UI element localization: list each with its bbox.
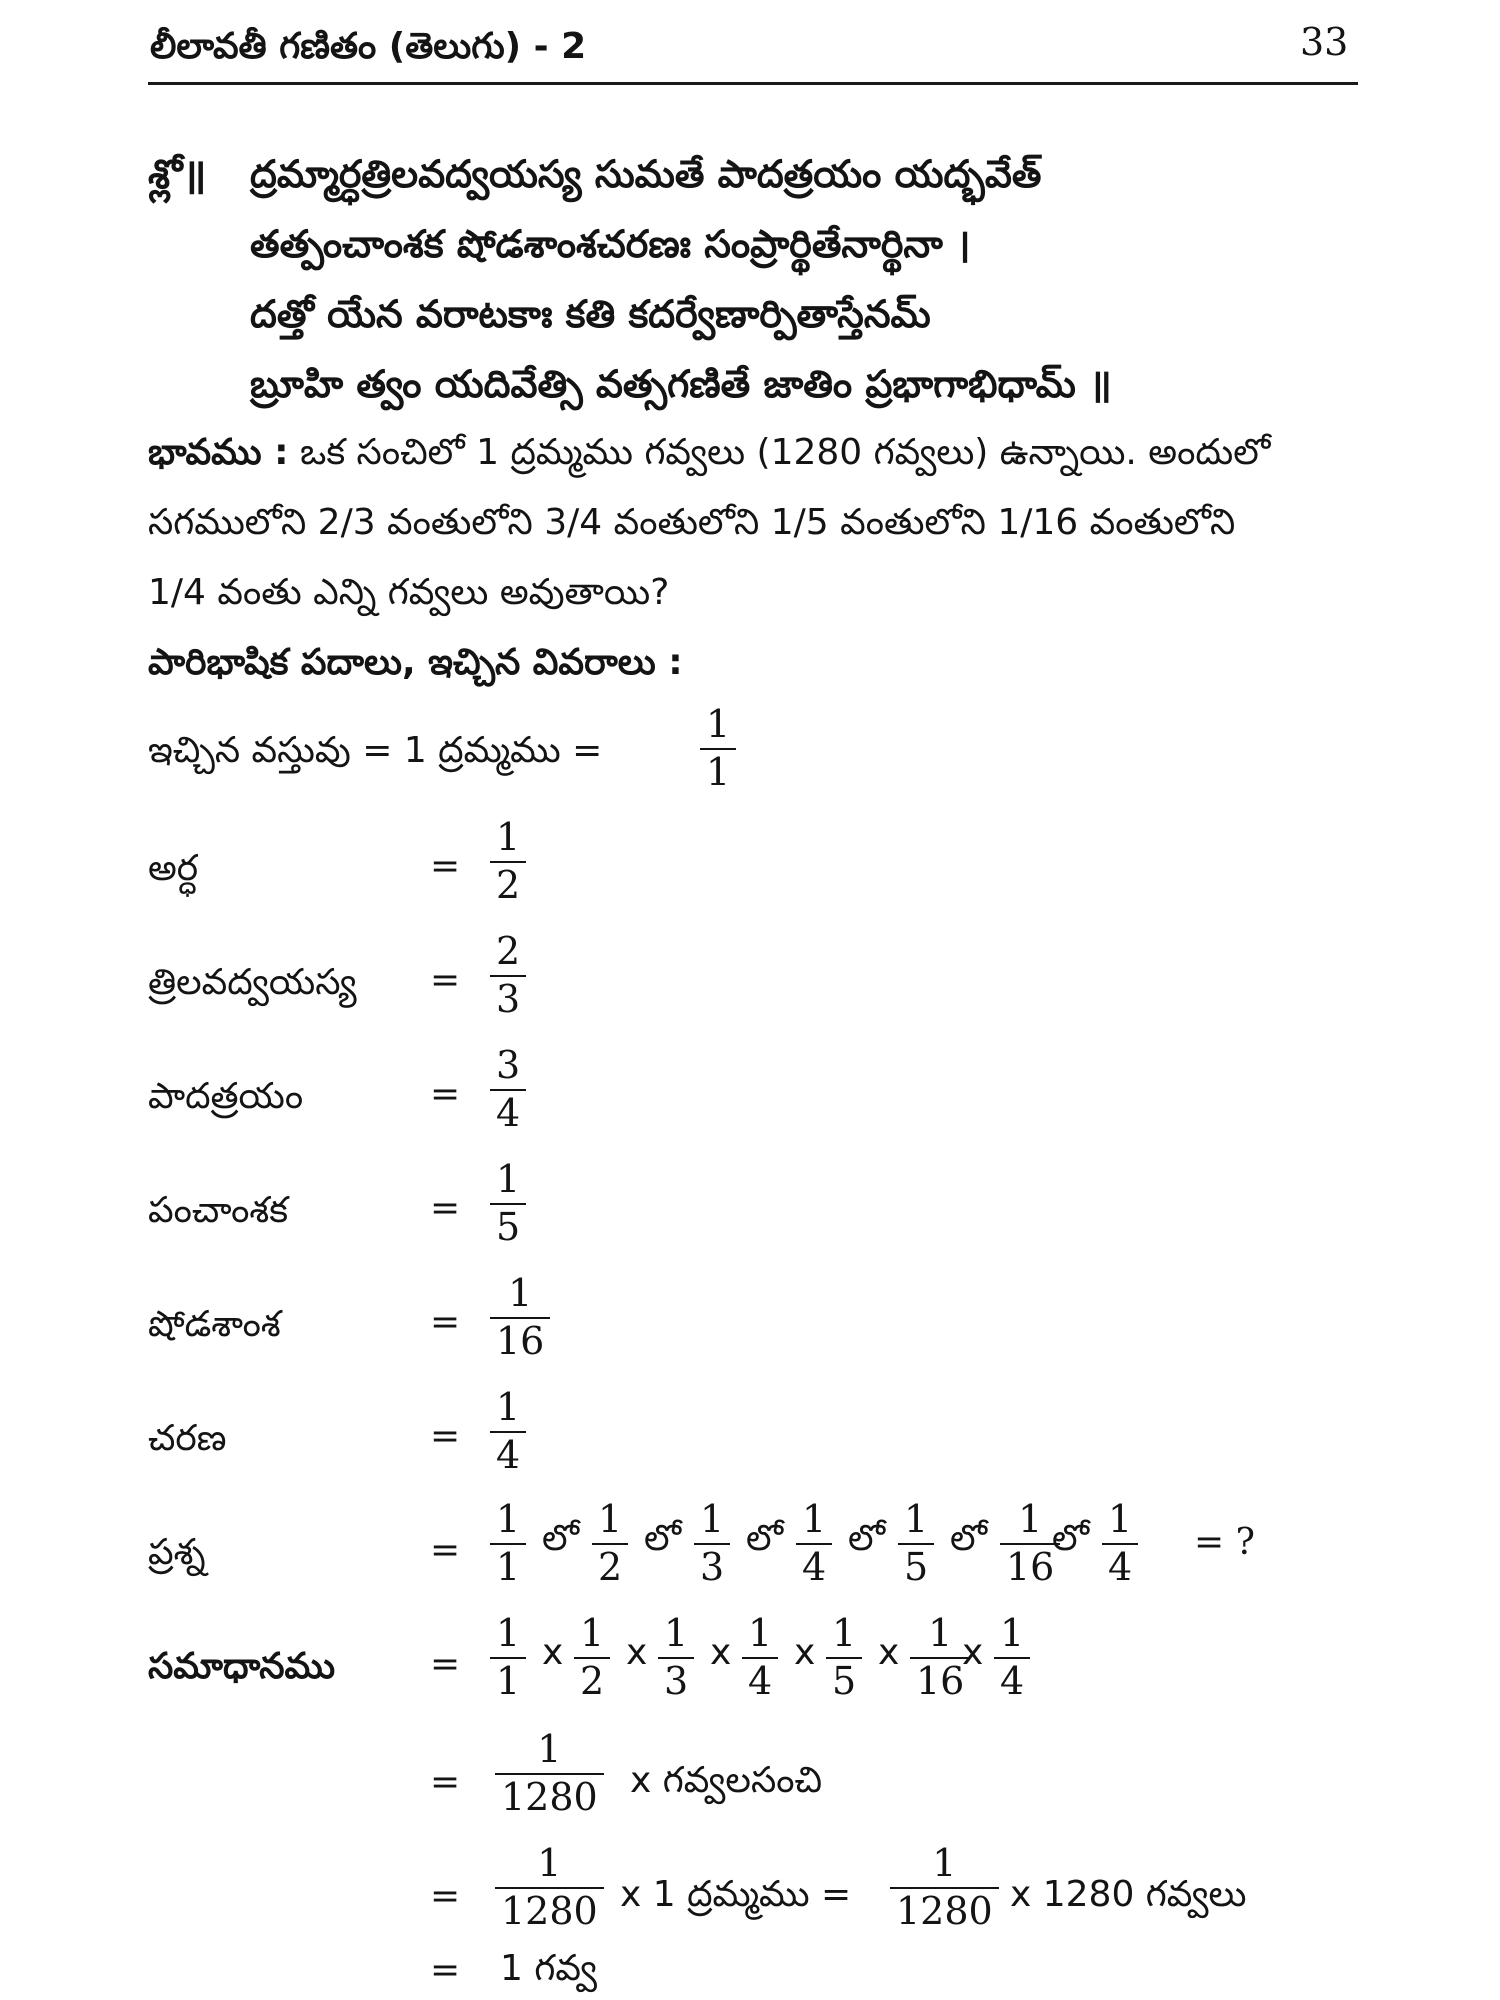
term-fraction bbox=[490, 1385, 526, 1477]
denominator: 4 bbox=[796, 1543, 832, 1588]
denominator: 4 bbox=[742, 1657, 778, 1702]
chain-fraction bbox=[658, 1611, 694, 1703]
denominator: 1280 bbox=[495, 1773, 604, 1818]
term-fraction bbox=[490, 815, 526, 907]
numerator: 1 bbox=[832, 1611, 857, 1655]
numerator: 1 bbox=[496, 1157, 521, 1201]
numerator: 1 bbox=[700, 1497, 725, 1541]
chain-fraction bbox=[994, 1611, 1030, 1703]
step2-text-b: x 1280 గవ్వలు bbox=[1010, 1874, 1247, 1915]
numerator: 2 bbox=[496, 929, 521, 973]
chain-joiner: x bbox=[626, 1632, 648, 1673]
shloka-marker: శ్లో॥ bbox=[148, 152, 207, 198]
chain-fraction bbox=[574, 1611, 610, 1703]
term-label: అర్ధ bbox=[148, 848, 199, 889]
numerator: 1 bbox=[932, 1841, 957, 1885]
numerator: 1 bbox=[748, 1611, 773, 1655]
term-label: పాదత్రయం bbox=[148, 1076, 304, 1117]
denominator: 3 bbox=[490, 975, 526, 1020]
verse-line: బ్రూహి త్వం యదివేత్సి వత్సగణితే జాతిం ప్రభాగాభిధామ్ ॥ bbox=[250, 362, 1112, 406]
numerator: 1 bbox=[537, 1841, 562, 1885]
bhavamu-text: ఒక సంచిలో 1 ద్రమ్మము గవ్వలు (1280 గవ్వలు) ఉన్నాయి. అందులో bbox=[300, 432, 1271, 473]
equals-sign: = bbox=[430, 846, 461, 887]
final-result: 1 గవ్వ bbox=[500, 1948, 598, 1989]
numerator: 1 bbox=[928, 1611, 953, 1655]
equals-sign: = bbox=[430, 1416, 461, 1457]
solution-label: సమాధానము bbox=[148, 1646, 336, 1687]
equals-sign: = bbox=[430, 1530, 461, 1571]
numerator: 1 bbox=[664, 1611, 689, 1655]
denominator: 3 bbox=[694, 1543, 730, 1588]
chain-joiner: లో bbox=[542, 1518, 580, 1559]
terms-heading: పారిభాషిక పదాలు, ఇచ్చిన వివరాలు : bbox=[148, 642, 683, 683]
denominator: 5 bbox=[490, 1203, 526, 1248]
chain-joiner: లో bbox=[848, 1518, 886, 1559]
numerator: 1 bbox=[1018, 1497, 1043, 1541]
equals-sign: = bbox=[430, 1302, 461, 1343]
numerator: 1 bbox=[496, 815, 521, 859]
denominator: 4 bbox=[490, 1089, 526, 1134]
chain-tail: = ? bbox=[1194, 1522, 1255, 1563]
chain-fraction bbox=[826, 1611, 862, 1703]
denominator: 5 bbox=[898, 1543, 934, 1588]
bhavamu-line: సగములోని 2/3 వంతులోని 3/4 వంతులోని 1/5 వంతులోని 1/16 వంతులోని bbox=[148, 502, 1236, 543]
chain-joiner: x bbox=[710, 1632, 732, 1673]
bhavamu-line bbox=[148, 432, 1270, 482]
term-label: త్రిలవద్వయస్య bbox=[148, 962, 357, 1003]
denominator: 16 bbox=[910, 1657, 970, 1702]
chain-fraction bbox=[490, 1611, 526, 1703]
numerator: 1 bbox=[496, 1611, 521, 1655]
term-fraction bbox=[490, 1271, 550, 1363]
numerator: 1 bbox=[508, 1271, 533, 1315]
denominator: 5 bbox=[826, 1657, 862, 1702]
equals-sign: = bbox=[430, 1950, 461, 1991]
step1-fraction bbox=[495, 1727, 604, 1819]
header-rule bbox=[148, 82, 1358, 85]
chain-joiner: x bbox=[878, 1632, 900, 1673]
denominator: 1280 bbox=[890, 1887, 999, 1932]
denominator: 3 bbox=[658, 1657, 694, 1702]
denominator: 1 bbox=[490, 1657, 526, 1702]
numerator: 1 bbox=[904, 1497, 929, 1541]
chain-joiner: లో bbox=[950, 1518, 988, 1559]
equals-sign: = bbox=[430, 1762, 461, 1803]
chain-fraction bbox=[1102, 1497, 1138, 1589]
step1-text: x గవ్వలసంచి bbox=[630, 1760, 823, 1801]
numerator: 1 bbox=[496, 1385, 521, 1429]
numerator: 1 bbox=[706, 702, 731, 746]
term-label: చరణ bbox=[148, 1418, 227, 1459]
chain-joiner: x bbox=[962, 1632, 984, 1673]
denominator: 2 bbox=[592, 1543, 628, 1588]
chain-joiner: లో bbox=[746, 1518, 784, 1559]
equals-sign: = bbox=[430, 1188, 461, 1229]
given-label: ఇచ్చిన వస్తువు = 1 ద్రమ్మము = bbox=[148, 730, 603, 771]
term-fraction bbox=[490, 929, 526, 1021]
numerator: 1 bbox=[1108, 1497, 1133, 1541]
denominator: 16 bbox=[1000, 1543, 1060, 1588]
numerator: 1 bbox=[802, 1497, 827, 1541]
denominator: 1 bbox=[700, 748, 736, 793]
given-fraction bbox=[700, 702, 736, 794]
chain-fraction bbox=[592, 1497, 628, 1589]
term-label: పంచాంశక bbox=[148, 1190, 289, 1231]
denominator: 2 bbox=[490, 861, 526, 906]
equals-sign: = bbox=[430, 960, 461, 1001]
running-header: లీలావతీ గణితం (తెలుగు) - 2 bbox=[150, 26, 587, 67]
denominator: 2 bbox=[574, 1657, 610, 1702]
question-label: ప్రశ్న bbox=[148, 1532, 206, 1573]
bhavamu-label: భావము : bbox=[148, 432, 289, 473]
equals-sign: = bbox=[430, 1876, 461, 1917]
numerator: 1 bbox=[496, 1497, 521, 1541]
equals-sign: = bbox=[430, 1074, 461, 1115]
denominator: 4 bbox=[1102, 1543, 1138, 1588]
bhavamu-line: 1/4 వంతు ఎన్ని గవ్వలు అవుతాయి? bbox=[148, 572, 670, 613]
chain-fraction bbox=[898, 1497, 934, 1589]
denominator: 1280 bbox=[495, 1887, 604, 1932]
chain-fraction bbox=[490, 1497, 526, 1589]
chain-joiner: లో bbox=[644, 1518, 682, 1559]
chain-fraction bbox=[796, 1497, 832, 1589]
numerator: 1 bbox=[580, 1611, 605, 1655]
term-fraction bbox=[490, 1157, 526, 1249]
verse-line: తత్పంచాంశక షోడశాంశచరణః సంప్రార్థితేనార్థినా । bbox=[250, 222, 971, 266]
chain-joiner: x bbox=[542, 1632, 564, 1673]
equals-sign: = bbox=[430, 1644, 461, 1685]
step2-fraction bbox=[495, 1841, 604, 1933]
numerator: 1 bbox=[537, 1727, 562, 1771]
chain-fraction bbox=[742, 1611, 778, 1703]
chain-joiner: x bbox=[794, 1632, 816, 1673]
denominator: 1 bbox=[490, 1543, 526, 1588]
numerator: 1 bbox=[1000, 1611, 1025, 1655]
numerator: 1 bbox=[598, 1497, 623, 1541]
denominator: 4 bbox=[490, 1431, 526, 1476]
term-fraction bbox=[490, 1043, 526, 1135]
step2-fraction-b bbox=[890, 1841, 999, 1933]
verse-line: ద్రమ్మార్ధత్రిలవద్వయస్య సుమతే పాదత్రయం యద్భవేత్ bbox=[250, 152, 1042, 196]
numerator: 3 bbox=[496, 1043, 521, 1087]
verse-line: దత్తో యేన వరాటకాః కతి కదర్వేణార్పితాస్తేనమ్ bbox=[250, 292, 931, 336]
denominator: 4 bbox=[994, 1657, 1030, 1702]
chain-fraction bbox=[694, 1497, 730, 1589]
chain-joiner: లో bbox=[1052, 1518, 1090, 1559]
denominator: 16 bbox=[490, 1317, 550, 1362]
page-number: 33 bbox=[1300, 20, 1349, 64]
term-label: షోడశాంశ bbox=[148, 1304, 281, 1345]
step2-text: x 1 ద్రమ్మము = bbox=[620, 1874, 852, 1915]
